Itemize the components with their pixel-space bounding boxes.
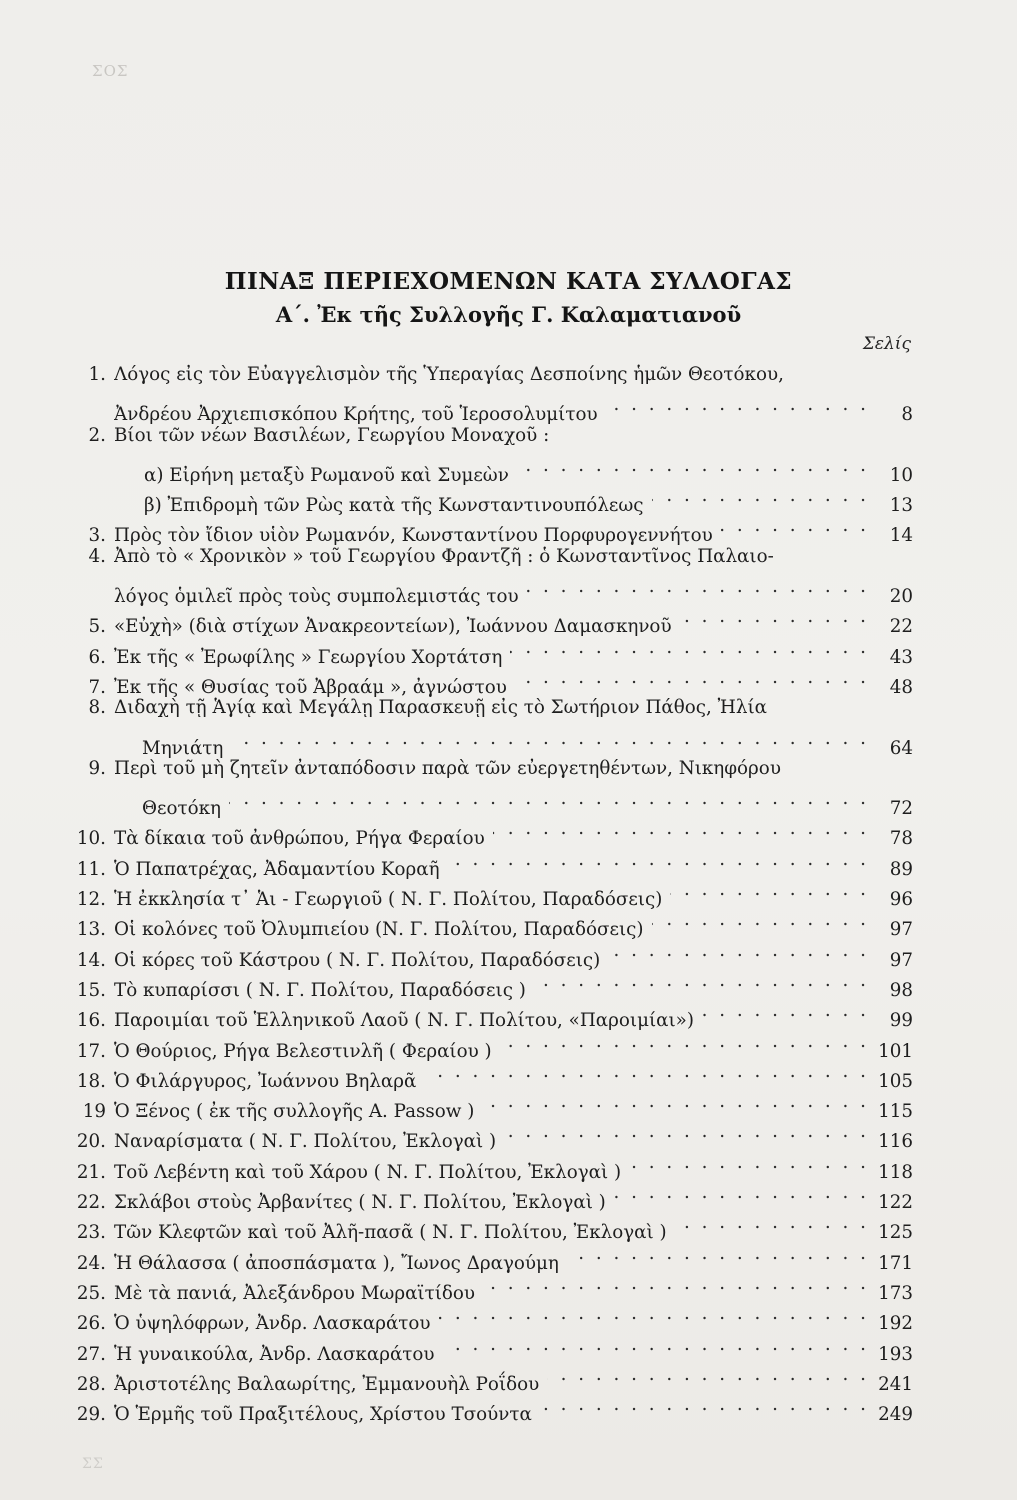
- toc-entry-line: [60, 421, 913, 451]
- entry-title: Ὁ Παπατρέχας, Ἀδαμαντίου Κοραῆ: [114, 858, 440, 880]
- dot-leader: [721, 511, 869, 541]
- entry-title: Ἀνδρέου Ἀρχιεπισκόπου Κρήτης, τοῦ Ἱεροσολυμίτου: [114, 404, 598, 426]
- toc-entry-line: [60, 784, 913, 820]
- dot-leader: [702, 996, 869, 1026]
- page-number: 125: [878, 1222, 913, 1244]
- dot-leader: [670, 875, 869, 905]
- entry-title: Ἡ γυναικούλα, Ἀνδρ. Λασκαράτου: [114, 1343, 435, 1365]
- page-number: 193: [878, 1343, 913, 1365]
- dot-leader: [231, 724, 869, 754]
- page-number: 8: [901, 404, 913, 426]
- dot-leader: [614, 1178, 869, 1208]
- dot-leader: [443, 1330, 869, 1360]
- entry-title: Παροιμίαι τοῦ Ἑλληνικοῦ Λαοῦ ( Ν. Γ. Πολίτου, «Παροιμίαι»): [114, 1010, 694, 1032]
- toc-entry-line: [60, 572, 913, 608]
- entry-number: 15.: [76, 979, 106, 1001]
- entry-title: Βίοι τῶν νέων Βασιλέων, Γεωργίου Μοναχοῦ :: [114, 424, 550, 446]
- dot-leader: [652, 905, 870, 935]
- entry-number: 23.: [76, 1222, 106, 1244]
- page-number: 14: [889, 525, 913, 547]
- page-number: 10: [889, 464, 913, 486]
- entry-title: Ναναρίσματα ( Ν. Γ. Πολίτου, Ἐκλογαὶ ): [114, 1131, 497, 1153]
- page-number: 20: [889, 586, 913, 608]
- entry-number: 25.: [76, 1282, 106, 1304]
- dot-leader: [500, 1027, 869, 1057]
- entry-number: 7.: [88, 676, 106, 698]
- dot-leader: [680, 602, 869, 632]
- toc-entry-line: [60, 754, 913, 784]
- entry-title: Πρὸς τὸν ἴδιον υἱὸν Ρωμανόν, Κωνσταντίνου Πορφυρογεννήτου: [114, 525, 713, 547]
- entry-title: Οἱ κολόνες τοῦ Ὀλυμπιείου (Ν. Γ. Πολίτου, Παραδόσεις): [114, 919, 644, 941]
- dot-leader: [675, 1208, 869, 1238]
- entry-title: Ἐκ τῆς « Θυσίας τοῦ Ἀβραάμ », ἀγνώστου: [114, 676, 507, 698]
- dot-leader: [483, 1269, 869, 1299]
- entry-number: 9.: [88, 757, 106, 779]
- page-number: 118: [878, 1161, 913, 1183]
- entry-number: 20.: [76, 1131, 106, 1153]
- collection-subtitle: Α΄. Ἐκ τῆς Συλλογῆς Γ. Καλαματιανοῦ: [275, 302, 742, 327]
- entry-number: 28.: [76, 1373, 106, 1395]
- dot-leader: [229, 784, 869, 814]
- entry-title: Ἡ Θάλασσα ( ἀποσπάσματα ), Ἴωνος Δραγούμη: [114, 1252, 559, 1274]
- page-number: 105: [878, 1070, 913, 1092]
- entry-title: Μηνιάτη: [142, 737, 224, 759]
- entry-title: Ὁ Ἑρμῆς τοῦ Πραξιτέλους, Χρίστου Τσούντα: [114, 1404, 532, 1426]
- entry-title: Τοῦ Λεβέντη καὶ τοῦ Χάρου ( Ν. Γ. Πολίτου, Ἐκλογαὶ ): [114, 1161, 622, 1183]
- entry-number: 2.: [88, 424, 106, 446]
- page-number: 101: [878, 1040, 913, 1062]
- page-footer-mark: ΣΣ: [82, 1456, 104, 1472]
- page-number: 22: [889, 616, 913, 638]
- page-number: 96: [889, 889, 913, 911]
- entry-number: 21.: [76, 1161, 106, 1183]
- dot-leader: [527, 572, 869, 602]
- dot-leader: [540, 1390, 869, 1420]
- page-number: 78: [889, 828, 913, 850]
- entry-number: 11.: [76, 858, 106, 880]
- page-number: 43: [889, 646, 913, 668]
- dot-leader: [652, 481, 869, 511]
- page-number: 122: [878, 1192, 913, 1214]
- page-number: 48: [889, 676, 913, 698]
- toc-entry-line: [60, 724, 913, 759]
- entry-number: 1.: [88, 364, 106, 385]
- dot-leader: [424, 1057, 869, 1087]
- dot-leader: [510, 633, 869, 663]
- page-header-mark: ΣΟΣ: [92, 62, 129, 80]
- entry-number: 24.: [76, 1252, 106, 1274]
- dot-leader: [534, 966, 869, 996]
- page-number: 116: [878, 1131, 913, 1153]
- entry-title: Διδαχὴ τῇ Ἁγίᾳ καὶ Μεγάλῃ Παρασκευῇ εἰς τὸ Σωτήριον Πάθος, Ἠλία: [114, 697, 767, 719]
- toc-entry-line: [60, 542, 913, 572]
- dot-leader: [448, 845, 869, 875]
- entry-title: α) Εἰρήνη μεταξὺ Ρωμανοῦ καὶ Συμεὼν: [144, 464, 509, 486]
- dot-leader: [547, 1360, 869, 1390]
- toc-entry-line: [60, 451, 913, 486]
- entry-title: Τῶν Κλεφτῶν καὶ τοῦ Ἀλῆ-πασᾶ ( Ν. Γ. Πολίτου, Ἐκλογαὶ ): [114, 1222, 667, 1244]
- entry-number: 13.: [76, 919, 106, 941]
- page-column-header: Σελίς: [862, 334, 911, 354]
- dot-leader: [493, 814, 869, 844]
- entry-number: 27.: [76, 1343, 106, 1365]
- entry-number: 17.: [76, 1040, 106, 1062]
- page-number: 241: [878, 1373, 913, 1395]
- page-number: 72: [889, 798, 913, 820]
- entry-title: Ἐκ τῆς « Ἐρωφίλης » Γεωργίου Χορτάτση: [114, 646, 503, 668]
- entry-number: 5.: [88, 616, 106, 638]
- page-number: 97: [889, 919, 913, 941]
- dot-leader: [482, 1087, 869, 1117]
- dot-leader: [504, 1117, 869, 1147]
- entry-title: Οἱ κόρες τοῦ Κάστρου ( Ν. Γ. Πολίτου, Παραδόσεις): [114, 949, 601, 971]
- page-number: 64: [889, 737, 913, 759]
- entry-number: 8.: [88, 697, 106, 719]
- page-number: 99: [889, 1010, 913, 1032]
- entry-number: 6.: [88, 646, 106, 668]
- page-number: 171: [878, 1252, 913, 1274]
- page-number: 13: [889, 495, 913, 517]
- toc-entry-line: [60, 390, 913, 426]
- page-number: 173: [878, 1282, 913, 1304]
- entry-title: λόγος ὁμιλεῖ πρὸς τοὺς συμπολεμιστάς του: [114, 586, 519, 608]
- entry-number: 14.: [76, 949, 106, 971]
- entry-title: Ἡ ἐκκλησία τ᾽ Ἁι - Γεωργιοῦ ( Ν. Γ. Πολίτου, Παραδόσεις): [114, 889, 663, 911]
- entry-number: 4.: [88, 545, 106, 567]
- dot-leader: [629, 1148, 869, 1178]
- entry-title: Ἀριστοτέλης Βαλαωρίτης, Ἐμμανουὴλ Ροΐδου: [114, 1373, 540, 1395]
- table-of-contents: [60, 360, 913, 1426]
- entry-title: Ὁ ὑψηλόφρων, Ἀνδρ. Λασκαράτου: [114, 1313, 431, 1335]
- entry-title: Ὁ Ξένος ( ἐκ τῆς συλλογῆς Α. Passow ): [114, 1101, 475, 1123]
- page-number: 89: [889, 858, 913, 880]
- dot-leader: [517, 451, 869, 481]
- dot-leader: [606, 390, 869, 420]
- entry-number: 18.: [76, 1070, 106, 1092]
- page-number: 249: [878, 1404, 913, 1426]
- entry-title: Θεοτόκη: [142, 798, 221, 820]
- entry-title: Τὰ δίκαια τοῦ ἀνθρώπου, Ρήγα Φεραίου: [114, 828, 485, 850]
- entry-number: 3.: [88, 525, 106, 547]
- entry-number: 16.: [76, 1010, 106, 1032]
- entry-number: 12.: [76, 889, 106, 911]
- entry-number: 22.: [76, 1192, 106, 1214]
- entry-title: Μὲ τὰ πανιά, Ἀλεξάνδρου Μωραϊτίδου: [114, 1282, 475, 1304]
- entry-title: Ὁ Φιλάργυρος, Ἰωάννου Βηλαρᾶ: [114, 1070, 417, 1092]
- entry-title: Λόγος εἰς τὸν Εὐαγγελισμὸν τῆς Ὑπεραγίας Δεσποίνης ἡμῶν Θεοτόκου,: [114, 364, 784, 385]
- entry-number: 10.: [76, 828, 106, 850]
- page-number: 98: [889, 979, 913, 1001]
- entry-number: 19: [82, 1101, 106, 1123]
- dot-leader: [439, 1299, 869, 1329]
- toc-entry-line: [60, 693, 913, 723]
- toc-entry-line: [60, 360, 913, 390]
- dot-leader: [567, 1239, 869, 1269]
- page-title: ΠΙΝΑΞ ΠΕΡΙΕΧΟΜΕΝΩΝ ΚΑΤΑ ΣΥΛΛΟΓΑΣ: [224, 268, 793, 295]
- page-number: 192: [878, 1313, 913, 1335]
- dot-leader: [608, 936, 869, 966]
- entry-title: «Εὐχὴ» (διὰ στίχων Ἀνακρεοντείων), Ἰωάννου Δαμασκηνοῦ: [114, 616, 672, 638]
- entry-title: β) Ἐπιδρομὴ τῶν Ρὼς κατὰ τῆς Κωνσταντινουπόλεως: [144, 495, 644, 517]
- entry-title: Ὁ Θούριος, Ρήγα Βελεστινλῆ ( Φεραίου ): [114, 1040, 492, 1062]
- dot-leader: [515, 663, 869, 693]
- entry-title: Περὶ τοῦ μὴ ζητεῖν ἀνταπόδοσιν παρὰ τῶν εὐεργετηθέντων, Νικηφόρου: [114, 757, 781, 779]
- entry-title: Ἀπὸ τὸ « Χρονικὸν » τοῦ Γεωργίου Φραντζῆ : ὁ Κωνσταντῖνος Παλαιο-: [114, 545, 774, 567]
- entry-title: Τὸ κυπαρίσσι ( Ν. Γ. Πολίτου, Παραδόσεις ): [114, 979, 526, 1001]
- page-number: 115: [878, 1101, 913, 1123]
- entry-title: Σκλάβοι στοὺς Ἀρβανίτες ( Ν. Γ. Πολίτου, Ἐκλογαὶ ): [114, 1192, 606, 1214]
- entry-number: 29.: [76, 1404, 106, 1426]
- page-number: 97: [889, 949, 913, 971]
- entry-number: 26.: [76, 1313, 106, 1335]
